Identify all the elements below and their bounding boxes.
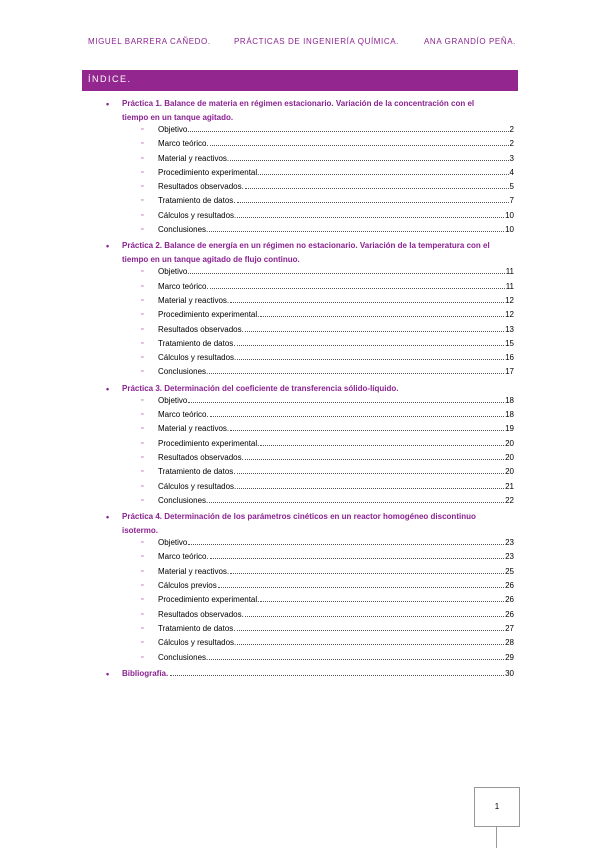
toc-entry-label: Resultados observados. <box>158 452 244 462</box>
square-bullet-icon: ▫ <box>141 140 144 148</box>
toc-entry-label: Tratamiento de datos. <box>158 467 236 477</box>
toc-entry[interactable] <box>141 225 514 239</box>
toc-entry-page: 17 <box>505 367 514 377</box>
toc-entry-page: 18 <box>505 410 514 420</box>
dot-leader <box>237 345 505 346</box>
dot-leader <box>237 473 505 474</box>
toc-section-heading[interactable] <box>106 382 514 396</box>
toc-entry-label: Cálculos y resultados. <box>158 481 237 491</box>
toc-entry-label: Resultados observados. <box>158 609 244 619</box>
toc-entry-label: Procedimiento experimental. <box>158 310 260 320</box>
dot-leader <box>218 587 504 588</box>
square-bullet-icon: ▫ <box>141 183 144 191</box>
dot-leader <box>209 659 504 660</box>
dot-leader <box>245 331 504 332</box>
index-title: ÍNDICE. <box>88 74 132 84</box>
toc-entry[interactable] <box>141 281 514 296</box>
toc-entry-page: 5 <box>509 182 514 192</box>
square-bullet-icon: ▫ <box>141 282 144 290</box>
bullet-icon: • <box>106 99 110 109</box>
toc-entry-label: Cálculos y resultados. <box>158 353 237 363</box>
toc-entry[interactable] <box>141 595 514 609</box>
toc-section-heading[interactable] <box>106 97 514 125</box>
toc-entry-page: 20 <box>505 467 514 477</box>
square-bullet-icon: ▫ <box>141 296 144 304</box>
toc-entry-page: 26 <box>505 609 514 619</box>
toc-entry-list <box>141 395 514 510</box>
toc-entry[interactable] <box>141 452 514 467</box>
toc-entry-page: 12 <box>505 295 514 305</box>
toc-entry-label: Procedimiento experimental. <box>158 167 260 177</box>
square-bullet-icon: ▫ <box>141 653 144 661</box>
toc-entry-label: Procedimiento experimental. <box>158 595 260 605</box>
toc-entry[interactable] <box>141 609 514 624</box>
square-bullet-icon: ▫ <box>141 311 144 319</box>
toc-entry-label: Tratamiento de datos. <box>158 338 236 348</box>
toc-entry[interactable] <box>141 652 514 667</box>
square-bullet-icon: ▫ <box>141 439 144 447</box>
square-bullet-icon: ▫ <box>141 411 144 419</box>
toc-entry-label: Objetivo <box>158 267 188 277</box>
toc-entry-label: Objetivo <box>158 538 188 548</box>
toc-section-title-line2: isotermo. <box>122 526 159 536</box>
toc-section-title-line1: Práctica 1. Balance de materia en régimen estacionario. Variación de la concentración con el <box>122 99 475 108</box>
toc-section <box>0 97 599 239</box>
toc-entry-page: 2 <box>509 139 514 149</box>
dot-leader <box>260 601 504 602</box>
dot-leader <box>210 416 504 417</box>
toc-entry-page: 20 <box>505 452 514 462</box>
square-bullet-icon: ▫ <box>141 325 144 333</box>
toc-entry-page: 4 <box>509 167 514 177</box>
toc-entry-list <box>141 267 514 381</box>
toc-entry-label: Cálculos previos <box>158 581 217 591</box>
toc-entry-page: 21 <box>505 481 514 491</box>
toc-entry-label: Marco teórico. <box>158 552 209 562</box>
square-bullet-icon: ▫ <box>141 226 144 234</box>
dot-leader <box>237 359 504 360</box>
square-bullet-icon: ▫ <box>141 482 144 490</box>
square-bullet-icon: ▫ <box>141 582 144 590</box>
toc-entry[interactable] <box>141 167 514 182</box>
toc-section-heading[interactable] <box>106 510 514 538</box>
toc-entry-label: Conclusiones. <box>158 367 209 377</box>
toc-section <box>0 382 599 510</box>
toc-entry[interactable] <box>141 638 514 652</box>
dot-leader <box>209 502 504 503</box>
toc-entry-page: 15 <box>505 338 514 348</box>
toc-entry-page: 22 <box>505 495 514 505</box>
toc-entry-page: 28 <box>505 638 514 648</box>
toc-entry[interactable] <box>141 552 514 566</box>
dot-leader <box>230 430 504 431</box>
toc-entry[interactable] <box>141 267 514 281</box>
toc-entry[interactable] <box>141 395 514 410</box>
toc-entry-page: 11 <box>505 281 514 291</box>
toc-entry-label: Conclusiones. <box>158 652 209 662</box>
toc-entry-label: Cálculos y resultados. <box>158 638 237 648</box>
toc-entry-label: Material y reactivos. <box>158 295 230 305</box>
square-bullet-icon: ▫ <box>141 354 144 362</box>
table-of-contents <box>0 97 599 681</box>
toc-entry[interactable] <box>141 410 514 424</box>
bibliography-label: Bibliografía. <box>122 668 169 678</box>
square-bullet-icon: ▫ <box>141 468 144 476</box>
square-bullet-icon: ▫ <box>141 368 144 376</box>
dot-leader <box>188 402 504 403</box>
toc-entry-list <box>141 538 514 667</box>
square-bullet-icon: ▫ <box>141 268 144 276</box>
toc-entry[interactable] <box>141 353 514 367</box>
toc-section-title-line1: Práctica 4. Determinación de los parámetros cinéticos en un reactor homogéneo discontinuo <box>122 512 476 522</box>
square-bullet-icon: ▫ <box>141 610 144 618</box>
square-bullet-icon: ▫ <box>141 154 144 162</box>
dot-leader <box>230 573 504 574</box>
square-bullet-icon: ▫ <box>141 211 144 219</box>
toc-bibliography[interactable] <box>106 667 514 681</box>
index-heading-bar <box>82 70 518 91</box>
toc-entry-page: 23 <box>505 538 514 548</box>
toc-section-title-line2: tiempo en un tanque agitado. <box>122 113 234 122</box>
dot-leader <box>237 644 504 645</box>
dot-leader <box>170 675 504 676</box>
square-bullet-icon: ▫ <box>141 496 144 504</box>
dot-leader <box>237 202 509 203</box>
toc-entry[interactable] <box>141 538 514 552</box>
toc-entry-page: 29 <box>505 652 514 662</box>
toc-entry-page: 3 <box>509 153 514 163</box>
toc-entry[interactable] <box>141 581 514 595</box>
toc-entry-label: Cálculos y resultados. <box>158 210 237 220</box>
toc-entry[interactable] <box>141 295 514 310</box>
dot-leader <box>237 217 504 218</box>
square-bullet-icon: ▫ <box>141 339 144 347</box>
toc-entry-page: 23 <box>505 552 514 562</box>
toc-entry-page: 19 <box>505 424 514 434</box>
toc-entry-label: Material y reactivos. <box>158 153 230 163</box>
page-header <box>0 37 599 51</box>
toc-entry[interactable] <box>141 196 514 210</box>
toc-entry-page: 16 <box>505 353 514 363</box>
toc-entry[interactable] <box>141 182 514 196</box>
header-author-left: MIGUEL BARRERA CAÑEDO. <box>88 37 211 46</box>
toc-entry-page: 26 <box>505 581 514 591</box>
toc-entry-label: Tratamiento de datos. <box>158 196 236 206</box>
toc-entry[interactable] <box>141 438 514 453</box>
toc-entry-page: 2 <box>509 125 514 134</box>
toc-entry[interactable] <box>141 324 514 339</box>
square-bullet-icon: ▫ <box>141 168 144 176</box>
dot-leader <box>260 316 504 317</box>
dot-leader <box>188 131 508 132</box>
toc-section-title-line1: Práctica 3. Determinación del coeficiente de transferencia sólido-líquido. <box>122 383 399 393</box>
toc-entry-page: 25 <box>505 566 514 576</box>
toc-entry[interactable] <box>141 467 514 481</box>
toc-entry[interactable] <box>141 139 514 153</box>
toc-entry[interactable] <box>141 310 514 324</box>
dot-leader <box>209 231 504 232</box>
toc-entry-page: 12 <box>505 310 514 320</box>
toc-entry-label: Conclusiones. <box>158 495 209 505</box>
dot-leader <box>209 373 504 374</box>
toc-entry-label: Procedimiento experimental. <box>158 438 260 448</box>
square-bullet-icon: ▫ <box>141 624 144 632</box>
toc-entry[interactable] <box>141 210 514 225</box>
square-bullet-icon: ▫ <box>141 396 144 404</box>
toc-entry-page: 11 <box>505 267 514 277</box>
toc-entry-label: Resultados observados. <box>158 182 244 192</box>
toc-entry[interactable] <box>141 424 514 438</box>
square-bullet-icon: ▫ <box>141 596 144 604</box>
toc-entry-page: 18 <box>505 395 514 405</box>
toc-entry-page: 20 <box>505 438 514 448</box>
toc-entry-page: 27 <box>505 623 514 633</box>
toc-entry-label: Marco teórico. <box>158 139 209 149</box>
toc-entry-page: 10 <box>505 210 514 220</box>
bibliography-line <box>122 667 514 681</box>
dot-leader <box>230 160 508 161</box>
dot-leader <box>210 288 505 289</box>
dot-leader <box>237 630 505 631</box>
toc-entry[interactable] <box>141 125 514 139</box>
square-bullet-icon: ▫ <box>141 453 144 461</box>
toc-entry-list <box>141 125 514 239</box>
square-bullet-icon: ▫ <box>141 539 144 547</box>
square-bullet-icon: ▫ <box>141 553 144 561</box>
toc-entry-label: Material y reactivos. <box>158 424 230 434</box>
toc-section <box>0 239 599 381</box>
dot-leader <box>245 459 504 460</box>
toc-entry-label: Marco teórico. <box>158 410 209 420</box>
dot-leader <box>210 145 509 146</box>
toc-entry-label: Material y reactivos. <box>158 566 230 576</box>
toc-entry-page: 7 <box>509 196 514 206</box>
page-number: 1 <box>494 802 500 811</box>
page-number-rule <box>496 826 497 848</box>
dot-leader <box>237 488 504 489</box>
square-bullet-icon: ▫ <box>141 126 144 133</box>
toc-entry-page: 10 <box>505 225 514 235</box>
dot-leader <box>260 174 508 175</box>
toc-entry-label: Tratamiento de datos. <box>158 623 236 633</box>
toc-section-title-line1: Práctica 2. Balance de energía en un régimen no estacionario. Variación de la temperatura con el <box>122 241 490 251</box>
toc-entry-page: 13 <box>505 324 514 334</box>
dot-leader <box>260 445 504 446</box>
bullet-icon: • <box>106 512 110 523</box>
bullet-icon: • <box>106 383 110 394</box>
square-bullet-icon: ▫ <box>141 425 144 433</box>
toc-entry-label: Objetivo <box>158 125 188 134</box>
toc-entry[interactable] <box>141 623 514 638</box>
square-bullet-icon: ▫ <box>141 567 144 575</box>
toc-entry[interactable] <box>141 367 514 381</box>
square-bullet-icon: ▫ <box>141 639 144 647</box>
dot-leader <box>245 616 504 617</box>
dot-leader <box>188 544 504 545</box>
bullet-icon: • <box>106 668 110 679</box>
toc-entry[interactable] <box>141 153 514 168</box>
header-title: PRÁCTICAS DE INGENIERÍA QUÍMICA. <box>234 37 400 46</box>
toc-section-title-line2: tiempo en un tanque agitado de flujo continuo. <box>122 255 300 265</box>
bibliography-page: 30 <box>505 668 514 678</box>
toc-section <box>0 510 599 667</box>
square-bullet-icon: ▫ <box>141 197 144 205</box>
dot-leader <box>245 188 509 189</box>
dot-leader <box>188 273 504 274</box>
toc-entry-label: Resultados observados. <box>158 324 244 334</box>
toc-entry[interactable] <box>141 566 514 581</box>
toc-entry-label: Marco teórico. <box>158 281 209 291</box>
bullet-icon: • <box>106 241 110 252</box>
toc-entry[interactable] <box>141 338 514 353</box>
dot-leader <box>210 558 504 559</box>
toc-entry[interactable] <box>141 481 514 496</box>
toc-entry-page: 26 <box>505 595 514 605</box>
dot-leader <box>230 302 504 303</box>
page-number-box <box>474 787 520 827</box>
toc-entry[interactable] <box>141 495 514 510</box>
toc-entry-label: Conclusiones. <box>158 225 209 235</box>
header-author-right: ANA GRANDÍO PEÑA. <box>424 37 516 46</box>
toc-section-heading[interactable] <box>106 239 514 267</box>
toc-entry-label: Objetivo <box>158 395 188 405</box>
